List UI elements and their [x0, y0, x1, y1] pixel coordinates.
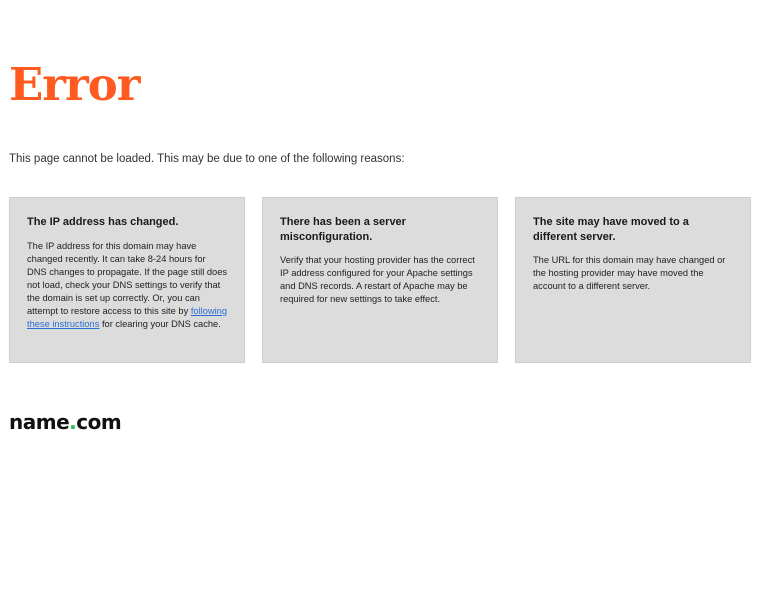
reason-card-ip-changed [9, 197, 245, 363]
name-com-logo [9, 409, 121, 435]
reason-card-body [27, 240, 227, 332]
reason-card-text: The IP address for this domain may have changed recently. It can take 8-24 hours for DNS changes to propagate. If the page still does not load, check your DNS settings to verify that the domain is set up correctly. Or, you can attempt to restore access to this site by [27, 240, 228, 316]
reasons-cards [9, 197, 751, 363]
logo-text-name: name [9, 410, 70, 434]
dns-instructions-link[interactable]: following these instructions [27, 305, 227, 330]
reason-card-body: The URL for this domain may have changed or the hosting provider may have moved the account to a different server. [533, 255, 726, 292]
reason-card-title: There has been a server misconfiguration. [280, 216, 406, 243]
logo-dot: . [69, 410, 77, 434]
reason-card-site-moved [515, 197, 751, 363]
intro-text: This page cannot be loaded. This may be due to one of the following reasons: [9, 153, 405, 165]
reason-card-body: Verify that your hosting provider has the correct IP address configured for your Apache settings and DNS records. A restart of Apache may be required for new settings to take effect. [280, 255, 475, 305]
reason-card-server-misconfiguration [262, 197, 498, 363]
reason-card-title: The IP address has changed. [27, 216, 179, 228]
reason-card-text: for clearing your DNS cache. [99, 319, 221, 330]
page-title: Error [9, 58, 140, 111]
logo-text-com: com [76, 410, 122, 434]
reason-card-title: The site may have moved to a different server. [533, 216, 689, 243]
